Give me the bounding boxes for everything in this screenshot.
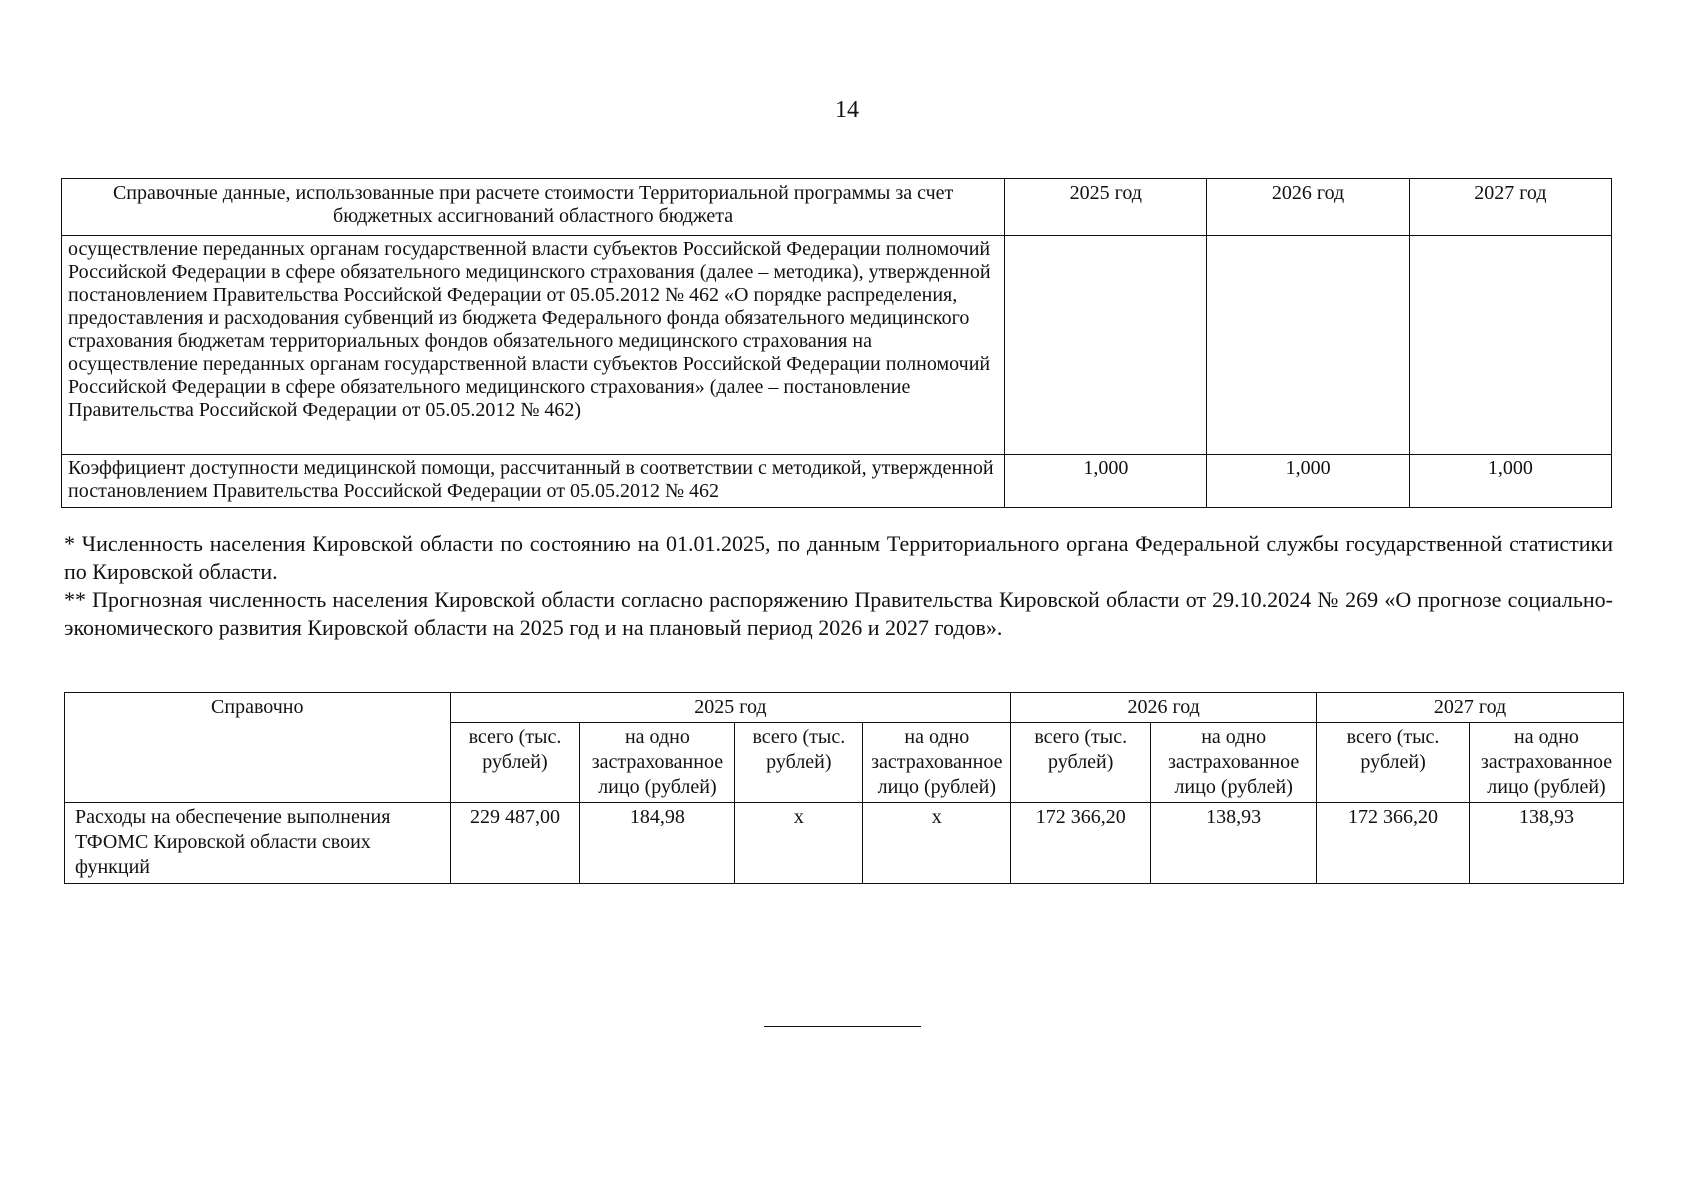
table-cell: х [863, 803, 1011, 884]
expenses-table [64, 692, 1624, 884]
row-label: Расходы на обеспечение выполнения ТФОМС Кировской области своих функций [65, 803, 451, 884]
subheader-total: всего (тыс. рублей) [1317, 723, 1470, 803]
table-row [65, 803, 1624, 884]
column-header-2026: 2026 год [1011, 693, 1317, 723]
row-value-2027: 1,000 [1409, 455, 1611, 508]
footnote: ** Прогнозная численность населения Кировской области согласно распоряжению Правительства Кировской области от 29.10.2024 № 269 «О прогнозе социально-экономического развития Кировской области на 2025 год и на плановый период 2026 и 2027 годов». [64, 587, 1613, 640]
table-cell: 229 487,00 [450, 803, 580, 884]
table-cell: 172 366,20 [1011, 803, 1151, 884]
row-value-2027 [1409, 236, 1611, 455]
table-row [62, 455, 1612, 508]
subheader-per-insured: на одно застрахованное лицо (рублей) [580, 723, 735, 803]
subheader-per-insured: на одно застрахованное лицо (рублей) [1151, 723, 1317, 803]
column-header-description: Справочные данные, использованные при расчете стоимости Территориальной программы за счет бюджетных ассигнований областного бюджета [62, 179, 1005, 236]
subheader-per-insured: на одно застрахованное лицо (рублей) [863, 723, 1011, 803]
row-description: Коэффициент доступности медицинской помощи, рассчитанный в соответствии с методикой, утвержденной постановлением Правительства Российской Федерации от 05.05.2012 № 462 [62, 455, 1005, 508]
subheader-total: всего (тыс. рублей) [1011, 723, 1151, 803]
table-row [62, 236, 1612, 455]
footnote: * Численность населения Кировской области по состоянию на 01.01.2025, по данным Территориального органа Федеральной службы государственной статистики по Кировской области. [64, 531, 1613, 584]
subheader-per-insured: на одно застрахованное лицо (рублей) [1469, 723, 1623, 803]
column-header-2025: 2025 год [450, 693, 1011, 723]
footnotes [64, 530, 1613, 642]
column-header-2026: 2026 год [1207, 179, 1409, 236]
table-cell: х [735, 803, 863, 884]
table-header-row [65, 693, 1624, 723]
column-header-2027: 2027 год [1409, 179, 1611, 236]
page-number: 14 [835, 97, 859, 123]
row-value-2025 [1005, 236, 1207, 455]
table-header-row [62, 179, 1612, 236]
end-divider [764, 1026, 921, 1027]
reference-data-table [61, 178, 1612, 508]
row-value-2025: 1,000 [1005, 455, 1207, 508]
row-description: осуществление переданных органам государственной власти субъектов Российской Федерации полномочий Российской Федерации в сфере обязательного медицинского страхования (далее – методика), утвержденной постановлением Правительства Российской Федерации от 05.05.2012 № 462 «О порядке распределения, предоставления и расходования субвенций из бюджета Федерального фонда обязательного медицинского страхования бюджетам территориальных фондов обязательного медицинского страхования на осуществление переданных органам государственной власти субъектов Российской Федерации полномочий Российской Федерации в сфере обязательного медицинского страхования» (далее – постановление Правительства Российской Федерации от 05.05.2012 № 462) [62, 236, 1005, 455]
column-header-2027: 2027 год [1317, 693, 1624, 723]
column-header-2025: 2025 год [1005, 179, 1207, 236]
subheader-total: всего (тыс. рублей) [450, 723, 580, 803]
row-value-2026 [1207, 236, 1409, 455]
table-cell: 138,93 [1151, 803, 1317, 884]
table-cell: 138,93 [1469, 803, 1623, 884]
table-cell: 172 366,20 [1317, 803, 1470, 884]
row-value-2026: 1,000 [1207, 455, 1409, 508]
column-header-reference: Справочно [65, 693, 451, 803]
table-cell: 184,98 [580, 803, 735, 884]
subheader-total: всего (тыс. рублей) [735, 723, 863, 803]
